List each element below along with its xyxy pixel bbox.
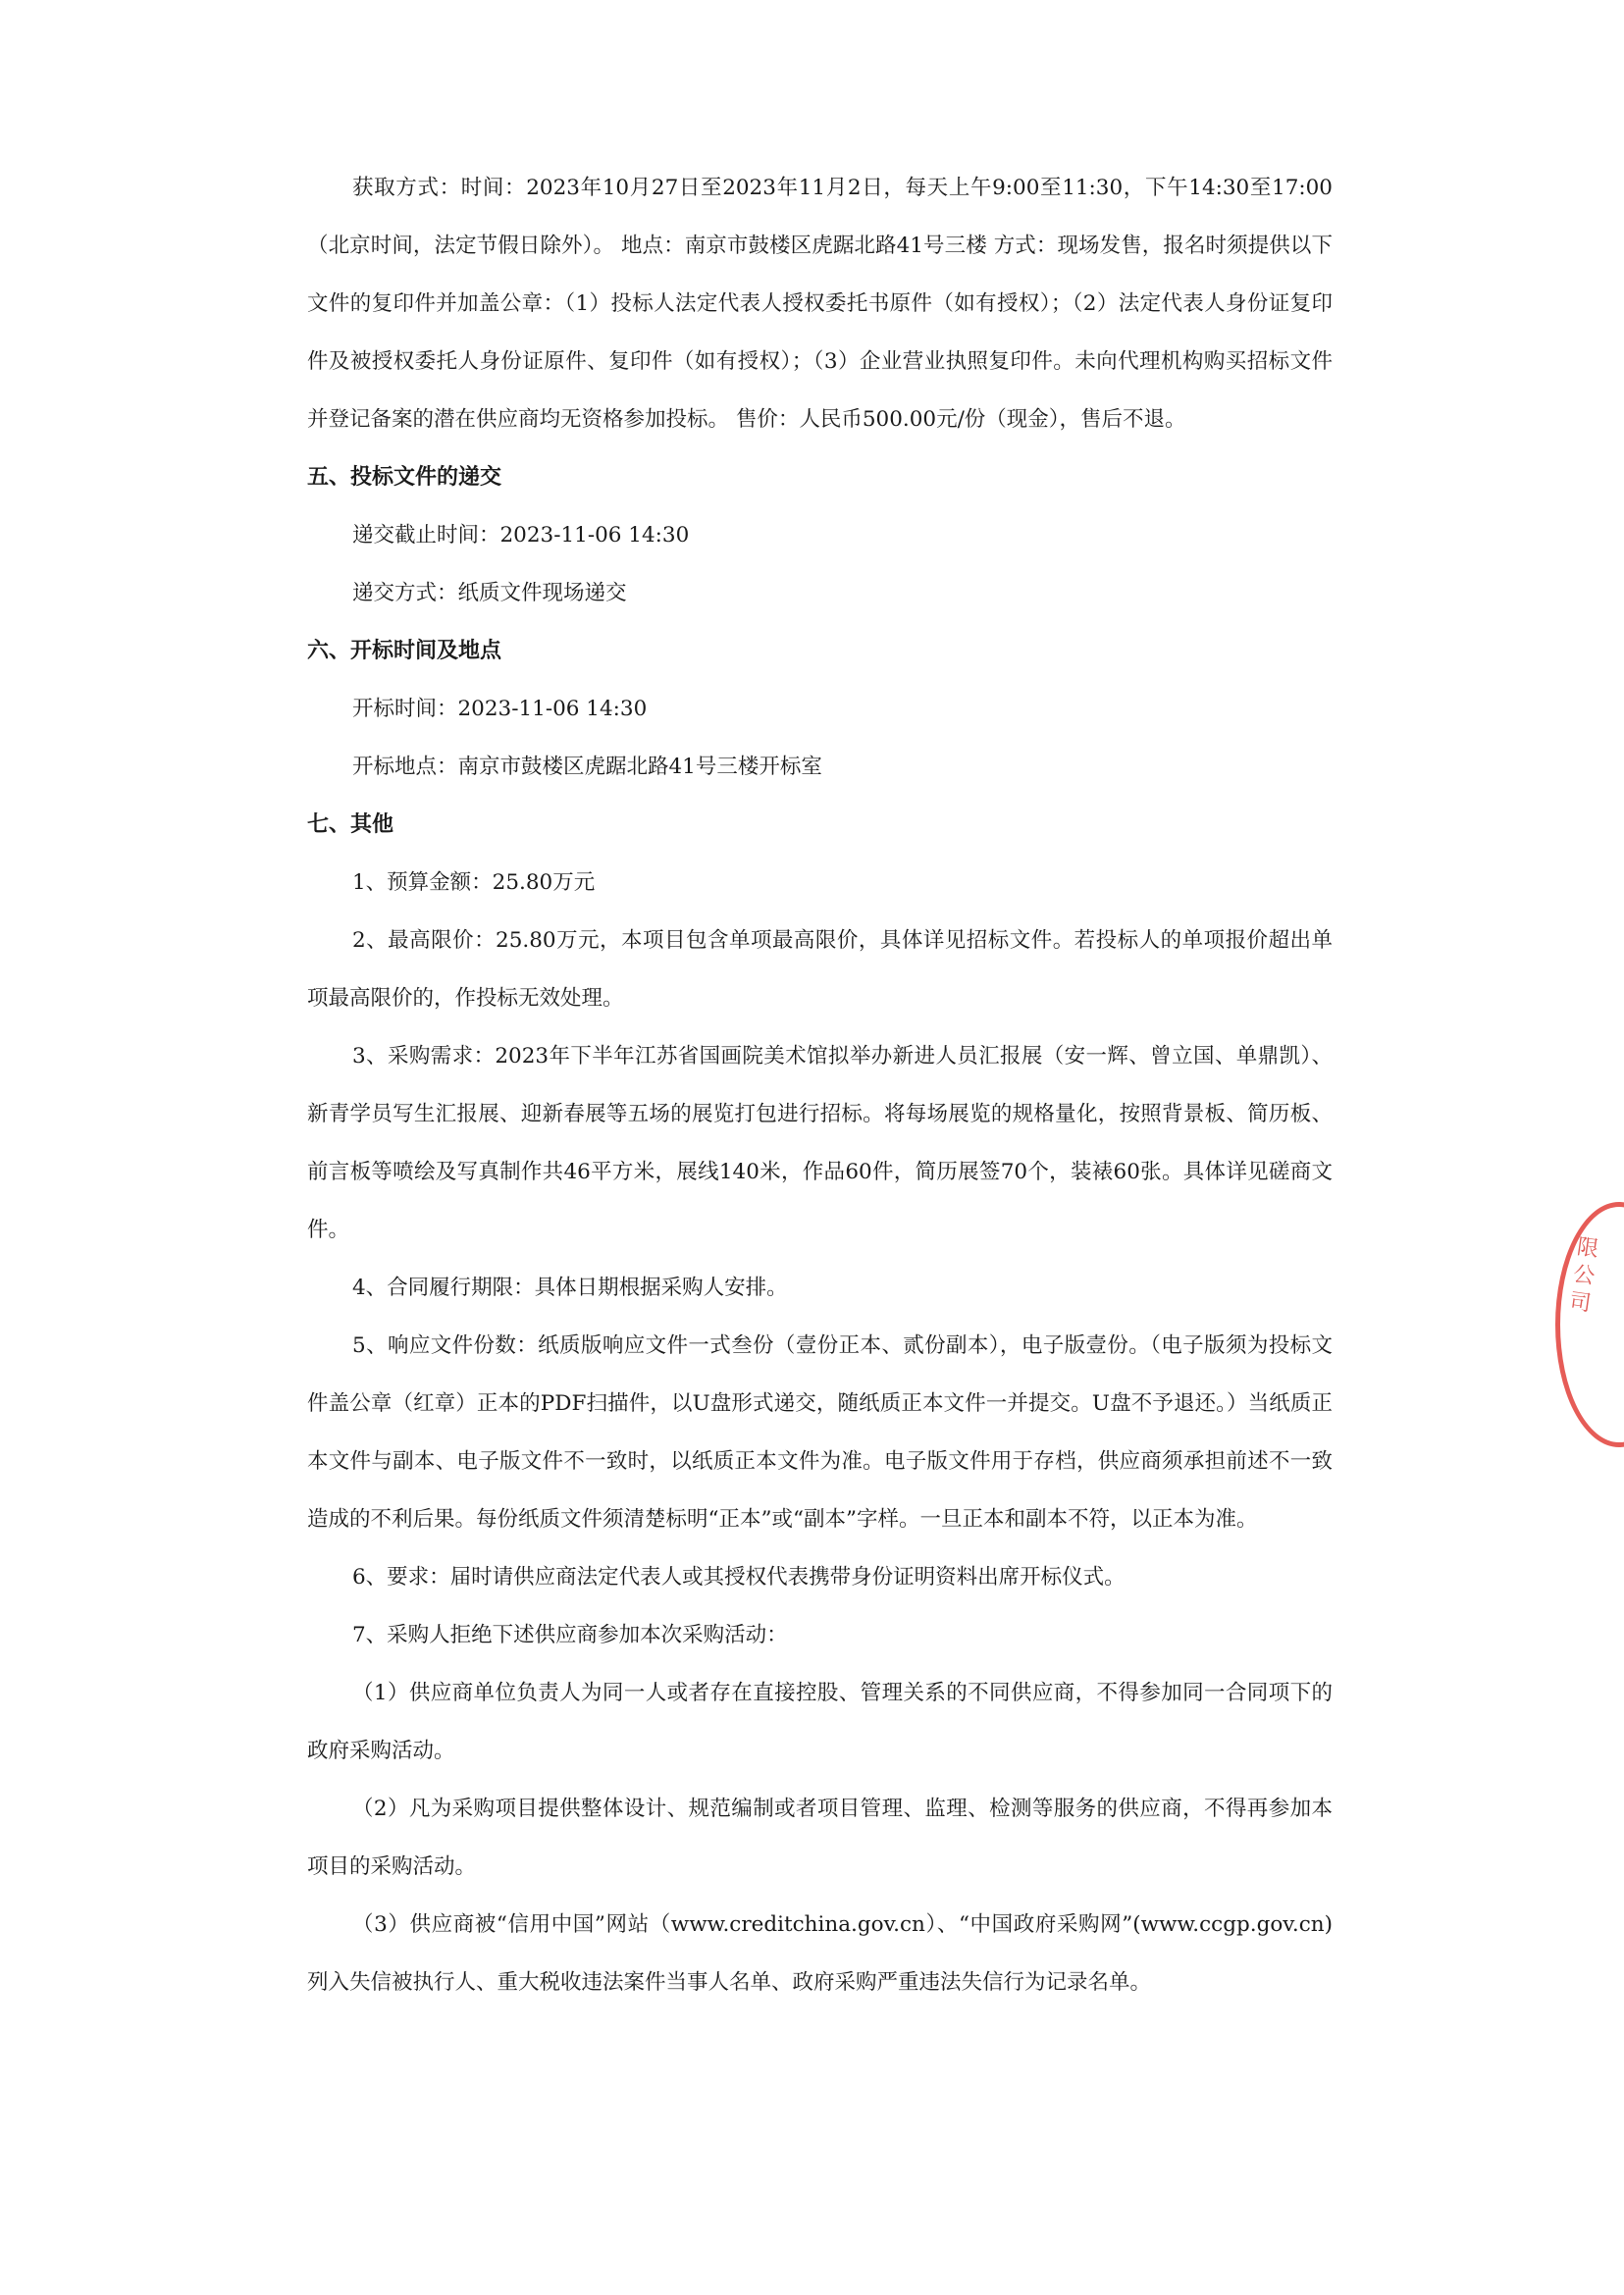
- section7-item-1: 1、预算金额：25.80万元: [352, 870, 596, 895]
- section7-item-3: 3、采购需求：2023年下半年江苏省国画院美术馆拟举办新进人员汇报展（安一辉、曾立国、单鼎凯）、新青学员写生汇报展、迎新春展等五场的展览打包进行招标。将每场展览的规格量化，按照背景板、简历板、前言板等喷绘及写真制作共46平方米，展线140米，作品60件，简历展签70个，装裱60张。具体详见磋商文件。: [307, 1044, 1333, 1242]
- section6-heading: 六、开标时间及地点: [307, 639, 502, 663]
- section7-subitem-2: （2）凡为采购项目提供整体设计、规范编制或者项目管理、监理、检测等服务的供应商，不得再参加本项目的采购活动。: [307, 1797, 1333, 1879]
- section7-item-6: 6、要求：届时请供应商法定代表人或其授权代表携带身份证明资料出席开标仪式。: [352, 1565, 1126, 1590]
- section7-subitem-1: （1）供应商单位负责人为同一人或者存在直接控股、管理关系的不同供应商，不得参加同一合同项下的政府采购活动。: [307, 1681, 1333, 1763]
- section5-deadline: 递交截止时间：2023-11-06 14:30: [352, 523, 690, 548]
- acquire-paragraph: 获取方式：时间：2023年10月27日至2023年11月2日，每天上午9:00至11:30，下午14:30至17:00（北京时间，法定节假日除外）。 地点：南京市鼓楼区虎踞北路41号三楼 方式：现场发售，报名时须提供以下文件的复印件并加盖公章：（1）投标人法定代表人授权委托书原件（如有授权）；（2）法定代表人身份证复印件及被授权委托人身份证原件、复印件（如有授权）；（3）企业营业执照复印件。未向代理机构购买招标文件并登记备案的潜在供应商均无资格参加投标。 售价：人民币500.00元/份（现金），售后不退。: [307, 176, 1333, 432]
- section7-item-5: 5、响应文件份数：纸质版响应文件一式叁份（壹份正本、贰份副本），电子版壹份。（电子版须为投标文件盖公章（红章）正本的PDF扫描件，以U盘形式递交，随纸质正本文件一并提交。U盘不予退还。）当纸质正本文件与副本、电子版文件不一致时，以纸质正本文件为准。电子版文件用于存档，供应商须承担前述不一致造成的不利后果。每份纸质文件须清楚标明“正本”或“副本”字样。一旦正本和副本不符，以正本为准。: [307, 1333, 1333, 1532]
- company-seal-text: 限公司: [1567, 1234, 1600, 1317]
- section7-heading: 七、其他: [307, 812, 394, 837]
- document-page: [307, 159, 1333, 2011]
- section6-place: 开标地点：南京市鼓楼区虎踞北路41号三楼开标室: [352, 755, 822, 779]
- section7-item-4: 4、合同履行期限：具体日期根据采购人安排。: [352, 1276, 788, 1300]
- section7-item-7: 7、采购人拒绝下述供应商参加本次采购活动：: [352, 1623, 788, 1647]
- section5-method: 递交方式：纸质文件现场递交: [352, 581, 627, 605]
- section7-subitem-3: （3）供应商被“信用中国”网站（www.creditchina.gov.cn）、“中国政府采购网”(www.ccgp.gov.cn)列入失信被执行人、重大税收违法案件当事人名单、政府采购严重违法失信行为记录名单。: [307, 1912, 1333, 1995]
- section7-item-2: 2、最高限价：25.80万元，本项目包含单项最高限价，具体详见招标文件。若投标人的单项报价超出单项最高限价的，作投标无效处理。: [307, 928, 1333, 1011]
- section5-heading: 五、投标文件的递交: [307, 465, 502, 490]
- section6-time: 开标时间：2023-11-06 14:30: [352, 697, 648, 721]
